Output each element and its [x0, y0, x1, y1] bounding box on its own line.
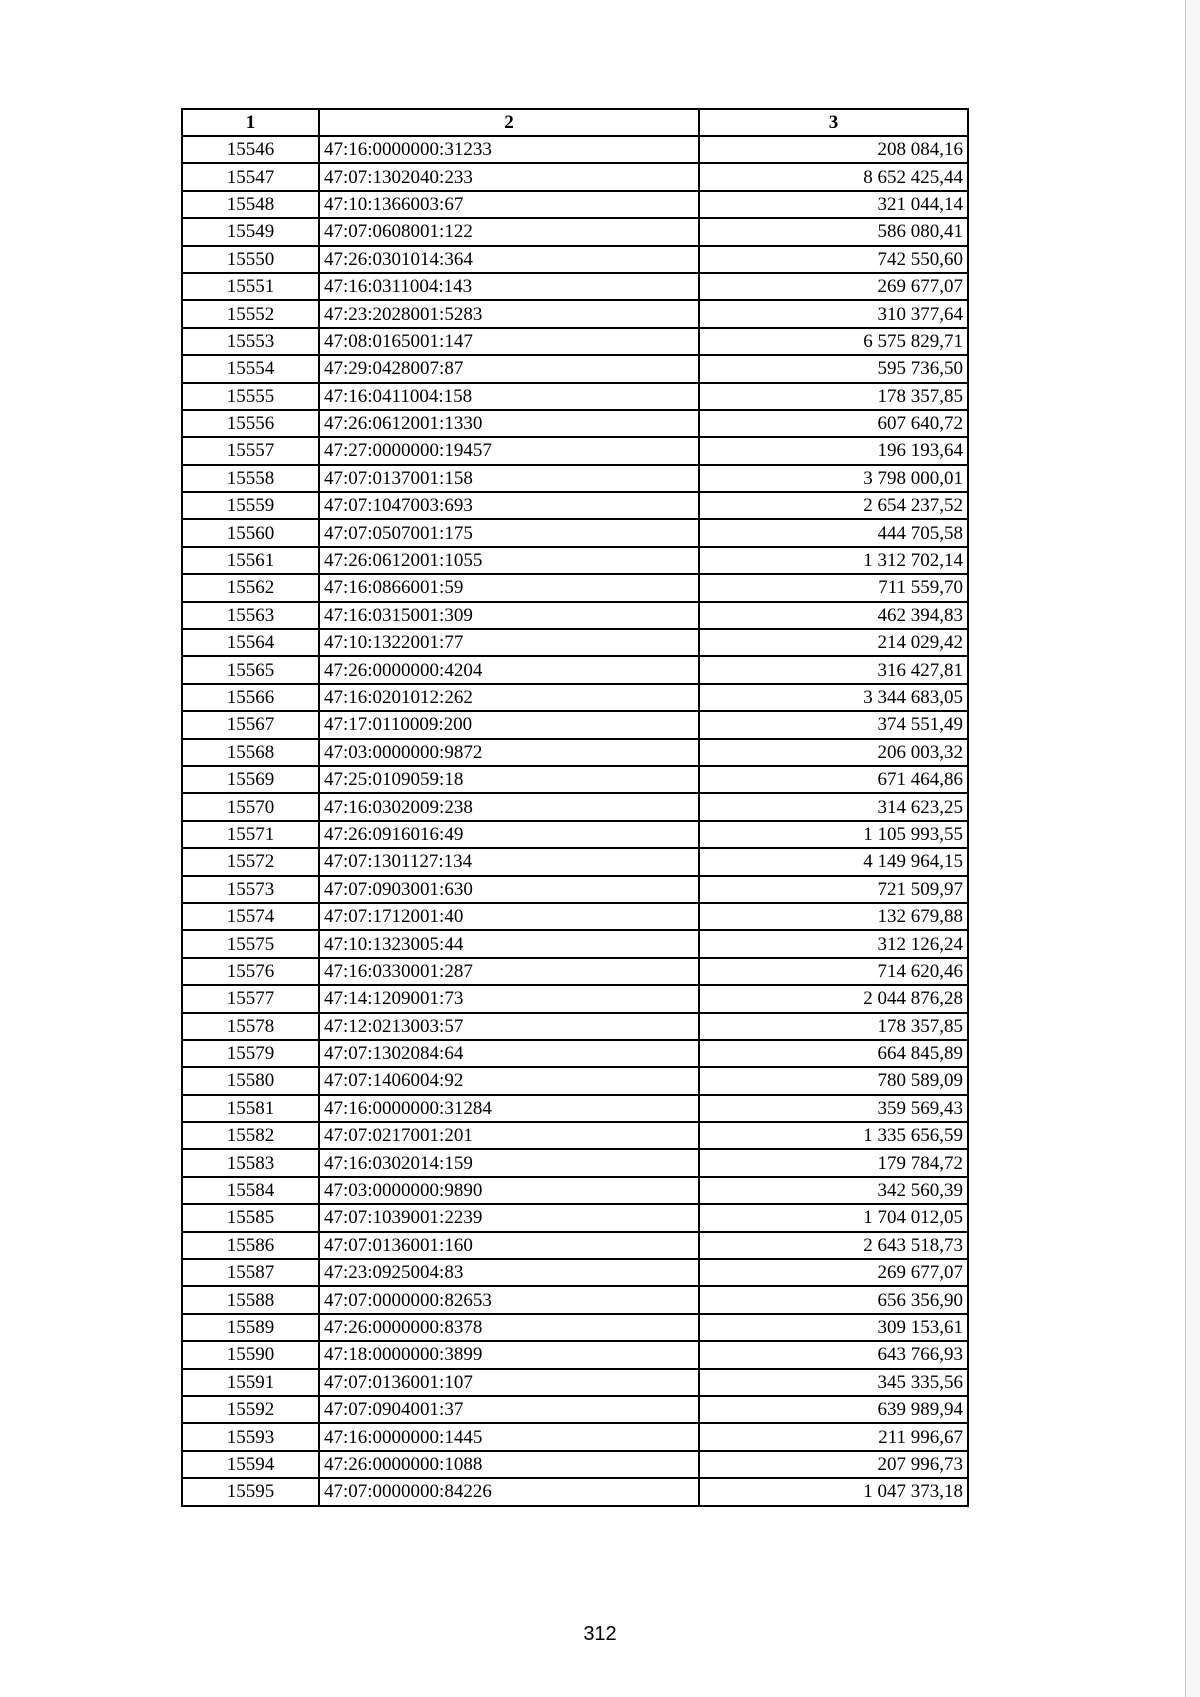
row-number: 15563: [182, 602, 319, 629]
table-row: [182, 492, 968, 519]
cadastral-value: 206 003,32: [699, 739, 968, 766]
table-row: [182, 1040, 968, 1067]
row-number: 15575: [182, 930, 319, 957]
table-row: [182, 1478, 968, 1505]
table-row: [182, 410, 968, 437]
row-number: 15558: [182, 465, 319, 492]
table-row: [182, 602, 968, 629]
table-row: [182, 848, 968, 875]
table-row: [182, 1451, 968, 1478]
row-number: 15555: [182, 383, 319, 410]
row-number: 15552: [182, 300, 319, 327]
cadastral-number: 47:07:0000000:82653: [319, 1286, 699, 1313]
cadastral-value: 3 344 683,05: [699, 684, 968, 711]
table-row: [182, 1149, 968, 1176]
cadastral-value: 310 377,64: [699, 300, 968, 327]
cadastral-value: 639 989,94: [699, 1396, 968, 1423]
cadastral-number: 47:23:0925004:83: [319, 1259, 699, 1286]
column-header-1: 1: [182, 109, 319, 136]
cadastral-number: 47:10:1366003:67: [319, 191, 699, 218]
cadastral-number: 47:23:2028001:5283: [319, 300, 699, 327]
page-edge: [1185, 0, 1200, 1697]
cadastral-value: 1 312 702,14: [699, 547, 968, 574]
table-row: [182, 136, 968, 163]
cadastral-number: 47:07:0000000:84226: [319, 1478, 699, 1505]
table-header-row: [182, 109, 968, 136]
table-row: [182, 574, 968, 601]
cadastral-value: 3 798 000,01: [699, 465, 968, 492]
cadastral-value: 742 550,60: [699, 246, 968, 273]
table-row: [182, 465, 968, 492]
table-row: [182, 191, 968, 218]
row-number: 15577: [182, 985, 319, 1012]
cadastral-value: 2 654 237,52: [699, 492, 968, 519]
cadastral-number: 47:07:0137001:158: [319, 465, 699, 492]
table-row: [182, 739, 968, 766]
cadastral-number: 47:03:0000000:9872: [319, 739, 699, 766]
cadastral-value: 671 464,86: [699, 766, 968, 793]
row-number: 15547: [182, 163, 319, 190]
cadastral-value: 316 427,81: [699, 656, 968, 683]
cadastral-number: 47:14:1209001:73: [319, 985, 699, 1012]
row-number: 15571: [182, 821, 319, 848]
row-number: 15562: [182, 574, 319, 601]
cadastral-number: 47:16:0000000:31233: [319, 136, 699, 163]
cadastral-number: 47:07:1301127:134: [319, 848, 699, 875]
cadastral-value: 780 589,09: [699, 1067, 968, 1094]
table-row: [182, 246, 968, 273]
cadastral-number: 47:16:0315001:309: [319, 602, 699, 629]
cadastral-value: 321 044,14: [699, 191, 968, 218]
cadastral-number: 47:17:0110009:200: [319, 711, 699, 738]
cadastral-number: 47:27:0000000:19457: [319, 437, 699, 464]
row-number: 15584: [182, 1177, 319, 1204]
table-row: [182, 766, 968, 793]
cadastral-number: 47:26:0000000:1088: [319, 1451, 699, 1478]
table-row: [182, 1013, 968, 1040]
table-row: [182, 1396, 968, 1423]
row-number: 15573: [182, 876, 319, 903]
cadastral-value: 595 736,50: [699, 355, 968, 382]
cadastral-value: 656 356,90: [699, 1286, 968, 1313]
row-number: 15560: [182, 519, 319, 546]
row-number: 15576: [182, 958, 319, 985]
table-row: [182, 300, 968, 327]
cadastral-value: 6 575 829,71: [699, 328, 968, 355]
table-row: [182, 958, 968, 985]
cadastral-value: 1 105 993,55: [699, 821, 968, 848]
cadastral-number: 47:07:0136001:107: [319, 1369, 699, 1396]
cadastral-value: 207 996,73: [699, 1451, 968, 1478]
cadastral-value: 2 044 876,28: [699, 985, 968, 1012]
cadastral-number: 47:07:0903001:630: [319, 876, 699, 903]
cadastral-value: 178 357,85: [699, 383, 968, 410]
row-number: 15570: [182, 793, 319, 820]
row-number: 15567: [182, 711, 319, 738]
cadastral-number: 47:26:0301014:364: [319, 246, 699, 273]
cadastral-value: 4 149 964,15: [699, 848, 968, 875]
cadastral-value: 643 766,93: [699, 1341, 968, 1368]
cadastral-number: 47:16:0201012:262: [319, 684, 699, 711]
row-number: 15564: [182, 629, 319, 656]
table-row: [182, 1314, 968, 1341]
cadastral-number: 47:07:0217001:201: [319, 1122, 699, 1149]
cadastral-value: 586 080,41: [699, 218, 968, 245]
table-row: [182, 629, 968, 656]
cadastral-value: 1 335 656,59: [699, 1122, 968, 1149]
cadastral-number: 47:16:0330001:287: [319, 958, 699, 985]
row-number: 15594: [182, 1451, 319, 1478]
cadastral-number: 47:07:1302084:64: [319, 1040, 699, 1067]
table-row: [182, 437, 968, 464]
cadastral-number: 47:07:1712001:40: [319, 903, 699, 930]
cadastral-number: 47:07:0507001:175: [319, 519, 699, 546]
table-row: [182, 1122, 968, 1149]
row-number: 15572: [182, 848, 319, 875]
row-number: 15583: [182, 1149, 319, 1176]
table-row: [182, 218, 968, 245]
cadastral-value: 721 509,97: [699, 876, 968, 903]
cadastral-value: 312 126,24: [699, 930, 968, 957]
cadastral-number: 47:03:0000000:9890: [319, 1177, 699, 1204]
table-row: [182, 793, 968, 820]
row-number: 15574: [182, 903, 319, 930]
column-header-3: 3: [699, 109, 968, 136]
cadastral-number: 47:07:1406004:92: [319, 1067, 699, 1094]
cadastral-number: 47:10:1322001:77: [319, 629, 699, 656]
table-row: [182, 876, 968, 903]
cadastral-number: 47:16:0866001:59: [319, 574, 699, 601]
cadastral-number: 47:07:1302040:233: [319, 163, 699, 190]
row-number: 15549: [182, 218, 319, 245]
cadastral-number: 47:07:0136001:160: [319, 1232, 699, 1259]
table-row: [182, 1177, 968, 1204]
cadastral-value: 342 560,39: [699, 1177, 968, 1204]
cadastral-number: 47:18:0000000:3899: [319, 1341, 699, 1368]
cadastral-number: 47:16:0311004:143: [319, 273, 699, 300]
table-row: [182, 656, 968, 683]
row-number: 15578: [182, 1013, 319, 1040]
cadastral-value: 444 705,58: [699, 519, 968, 546]
cadastral-value: 374 551,49: [699, 711, 968, 738]
row-number: 15593: [182, 1423, 319, 1450]
cadastral-value: 196 193,64: [699, 437, 968, 464]
table-row: [182, 1095, 968, 1122]
cadastral-value: 607 640,72: [699, 410, 968, 437]
row-number: 15590: [182, 1341, 319, 1368]
cadastral-value: 132 679,88: [699, 903, 968, 930]
row-number: 15551: [182, 273, 319, 300]
cadastral-number: 47:26:0916016:49: [319, 821, 699, 848]
row-number: 15565: [182, 656, 319, 683]
table-row: [182, 711, 968, 738]
table-row: [182, 985, 968, 1012]
row-number: 15587: [182, 1259, 319, 1286]
table-row: [182, 1232, 968, 1259]
table-row: [182, 1369, 968, 1396]
table-row: [182, 1423, 968, 1450]
table-row: [182, 328, 968, 355]
cadastral-number: 47:16:0000000:31284: [319, 1095, 699, 1122]
cadastral-number: 47:12:0213003:57: [319, 1013, 699, 1040]
cadastral-value: 211 996,67: [699, 1423, 968, 1450]
row-number: 15589: [182, 1314, 319, 1341]
table-row: [182, 821, 968, 848]
cadastral-number: 47:26:0000000:4204: [319, 656, 699, 683]
cadastral-number: 47:07:0608001:122: [319, 218, 699, 245]
table-row: [182, 163, 968, 190]
cadastral-number: 47:16:0000000:1445: [319, 1423, 699, 1450]
row-number: 15548: [182, 191, 319, 218]
cadastral-value: 178 357,85: [699, 1013, 968, 1040]
cadastral-number: 47:29:0428007:87: [319, 355, 699, 382]
row-number: 15585: [182, 1204, 319, 1231]
row-number: 15591: [182, 1369, 319, 1396]
row-number: 15581: [182, 1095, 319, 1122]
cadastral-value: 1 704 012,05: [699, 1204, 968, 1231]
table-row: [182, 930, 968, 957]
cadastral-value: 208 084,16: [699, 136, 968, 163]
cadastral-number: 47:16:0411004:158: [319, 383, 699, 410]
cadastral-value: 2 643 518,73: [699, 1232, 968, 1259]
row-number: 15595: [182, 1478, 319, 1505]
row-number: 15559: [182, 492, 319, 519]
table-row: [182, 684, 968, 711]
cadastral-value: 711 559,70: [699, 574, 968, 601]
table-row: [182, 1259, 968, 1286]
cadastral-value: 214 029,42: [699, 629, 968, 656]
cadastral-value: 269 677,07: [699, 273, 968, 300]
table-row: [182, 903, 968, 930]
cadastral-value: 8 652 425,44: [699, 163, 968, 190]
row-number: 15586: [182, 1232, 319, 1259]
cadastral-number: 47:26:0612001:1330: [319, 410, 699, 437]
row-number: 15566: [182, 684, 319, 711]
row-number: 15550: [182, 246, 319, 273]
row-number: 15557: [182, 437, 319, 464]
row-number: 15554: [182, 355, 319, 382]
cadastral-number: 47:26:0000000:8378: [319, 1314, 699, 1341]
cadastral-value: 714 620,46: [699, 958, 968, 985]
cadastral-number: 47:16:0302014:159: [319, 1149, 699, 1176]
cadastral-number: 47:07:1047003:693: [319, 492, 699, 519]
cadastral-number: 47:07:0904001:37: [319, 1396, 699, 1423]
row-number: 15582: [182, 1122, 319, 1149]
row-number: 15588: [182, 1286, 319, 1313]
table-row: [182, 383, 968, 410]
row-number: 15592: [182, 1396, 319, 1423]
table-body: [182, 136, 968, 1506]
row-number: 15546: [182, 136, 319, 163]
row-number: 15553: [182, 328, 319, 355]
row-number: 15569: [182, 766, 319, 793]
cadastral-number: 47:26:0612001:1055: [319, 547, 699, 574]
table-row: [182, 1286, 968, 1313]
data-table: [181, 108, 969, 1507]
cadastral-number: 47:10:1323005:44: [319, 930, 699, 957]
cadastral-value: 269 677,07: [699, 1259, 968, 1286]
cadastral-number: 47:07:1039001:2239: [319, 1204, 699, 1231]
cadastral-value: 309 153,61: [699, 1314, 968, 1341]
row-number: 15579: [182, 1040, 319, 1067]
cadastral-value: 359 569,43: [699, 1095, 968, 1122]
column-header-2: 2: [319, 109, 699, 136]
table-row: [182, 547, 968, 574]
cadastral-number: 47:16:0302009:238: [319, 793, 699, 820]
table-row: [182, 355, 968, 382]
cadastral-value: 345 335,56: [699, 1369, 968, 1396]
row-number: 15561: [182, 547, 319, 574]
table-row: [182, 1204, 968, 1231]
table-row: [182, 1067, 968, 1094]
table-row: [182, 1341, 968, 1368]
table-row: [182, 519, 968, 546]
cadastral-value: 1 047 373,18: [699, 1478, 968, 1505]
cadastral-value: 179 784,72: [699, 1149, 968, 1176]
page-number: 312: [583, 1623, 617, 1645]
row-number: 15568: [182, 739, 319, 766]
cadastral-value: 664 845,89: [699, 1040, 968, 1067]
cadastral-number: 47:25:0109059:18: [319, 766, 699, 793]
cadastral-number: 47:08:0165001:147: [319, 328, 699, 355]
row-number: 15580: [182, 1067, 319, 1094]
cadastral-value: 462 394,83: [699, 602, 968, 629]
table-row: [182, 273, 968, 300]
cadastral-value: 314 623,25: [699, 793, 968, 820]
row-number: 15556: [182, 410, 319, 437]
